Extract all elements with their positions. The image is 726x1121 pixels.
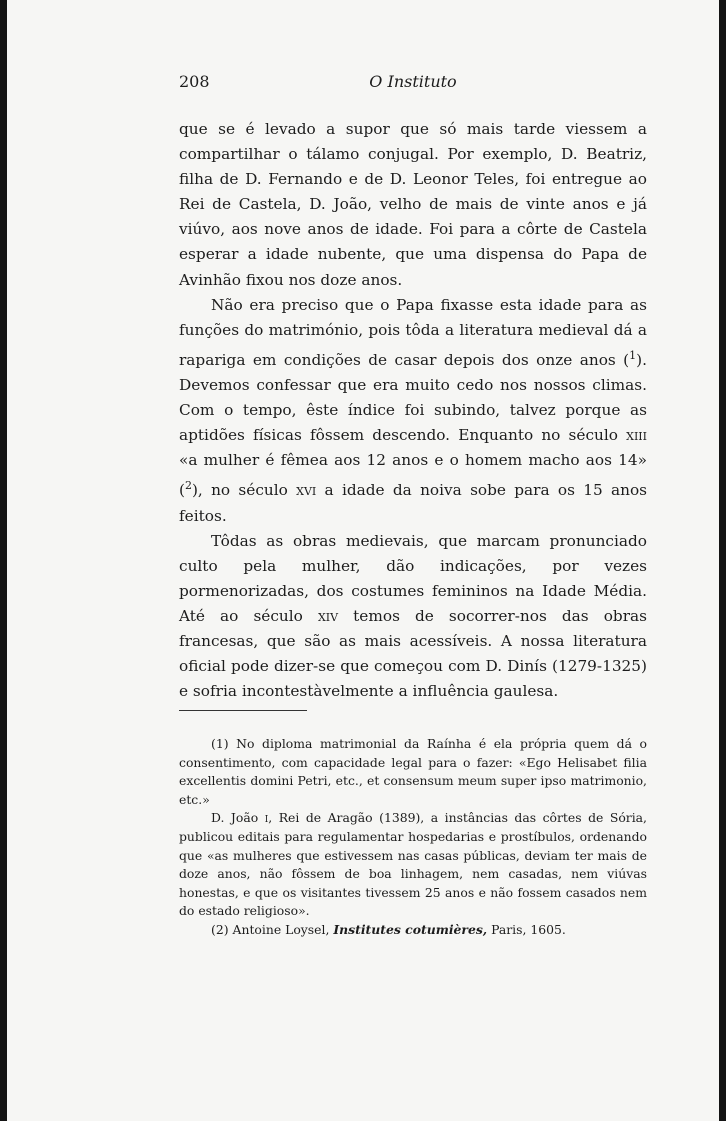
paragraph-2-text-a: Não era preciso que o Papa fixasse esta idade para as funções do matrimónio, pois tôda a literatura medieval dá a rapariga em condições de casar depois dos onze anos ( xyxy=(179,295,647,369)
footnote-2-author: Antoine Loysel, xyxy=(232,921,330,937)
page-number: 208 xyxy=(179,72,210,91)
footnote-1-marker: (1) xyxy=(211,736,229,751)
paragraph-1: que se é levado a supor que só mais tarde viessem a compartilhar o tálamo conjugal. Por exemplo, D. Beatriz, filha de D. Fernando e de D. Leonor Teles, foi entregue ao Rei de Castela, D. João, velho de mais de vinte anos e já viúvo, aos nove anos de idade. Foi para a côrte de Castela esperar a idade nubente, que uma dispensa do Papa de Avinhão fixou nos doze anos. xyxy=(179,120,647,289)
footnotes xyxy=(179,735,647,940)
page-header xyxy=(179,72,647,96)
paragraph-3 xyxy=(179,529,647,705)
paragraph-2-text-e: a idade da noiva sobe para os 15 anos feitos. xyxy=(179,481,648,525)
footnote-1b-text-a: D. João xyxy=(211,810,265,826)
paragraph-2-text-d: ), no século xyxy=(191,481,297,500)
footnote-2-title: Institutes cotumières, xyxy=(333,921,488,937)
paragraph-2 xyxy=(179,293,647,529)
regnal-numeral: i xyxy=(264,810,269,826)
footnote-ref-2: 2 xyxy=(184,479,192,493)
footnote-1-text: No diploma matrimonial da Raínha é ela própria quem dá o consentimento, com capacidade legal para o fazer: «Ego Helisabet filia excellentis domini Petri, etc., et consensum meum super ipso matrimonio, etc.» xyxy=(179,736,647,807)
century-numeral: xiv xyxy=(317,606,339,625)
footnote-2 xyxy=(179,921,647,940)
paragraph-3-text-a: Tôdas as obras medievais, que marcam pronunciado culto pela mulher, dão indicações, por vezes pormenorizadas, dos costumes femininos na Idade Média. Até ao século xyxy=(179,531,647,625)
paragraph-2-text-b: ). Devemos confessar que era muito cedo nos nossos climas. Com o tempo, êste índice foi subindo, talvez porque as aptidões físicas fôssem descendo. Enquanto no século xyxy=(179,350,647,445)
footnote-separator xyxy=(179,710,307,711)
century-numeral: xiii xyxy=(626,426,647,445)
footnote-1b-text-b: , Rei de Aragão (1389), a instâncias das côrtes de Sória, publicou editais para regulamentar hospedarias e prostíbulos, ordenando que «as mulheres que estivessem nas casas públicas, deviam ter mais de doze anos, não fôssem de boa linhagem, nem casadas, nem viúvas honestas, e que os visitantes tivessem 25 anos e não fossem casados nem do estado religioso». xyxy=(179,810,647,919)
footnote-1-continued xyxy=(179,809,647,921)
century-numeral: xvi xyxy=(296,481,317,500)
footnote-2-rest: Paris, 1605. xyxy=(491,921,566,937)
footnote-ref-1: 1 xyxy=(629,348,637,362)
footnote-2-marker: (2) xyxy=(211,921,229,937)
running-title: O Instituto xyxy=(369,72,457,91)
paragraph-2-text-c: «a mulher é fêmea aos 12 anos e o homem macho aos 14» ( xyxy=(179,451,647,500)
paragraph-3-text-b: temos de socorrer-nos das obras francesas, que são as mais acessíveis. A nossa literatura oficial pode dizer-se que começou com D. Dinís (1279-1325) e sofria incontestàvelmente a influência gaulesa. xyxy=(179,606,647,701)
footnote-1 xyxy=(179,735,647,809)
main-text xyxy=(179,117,647,704)
